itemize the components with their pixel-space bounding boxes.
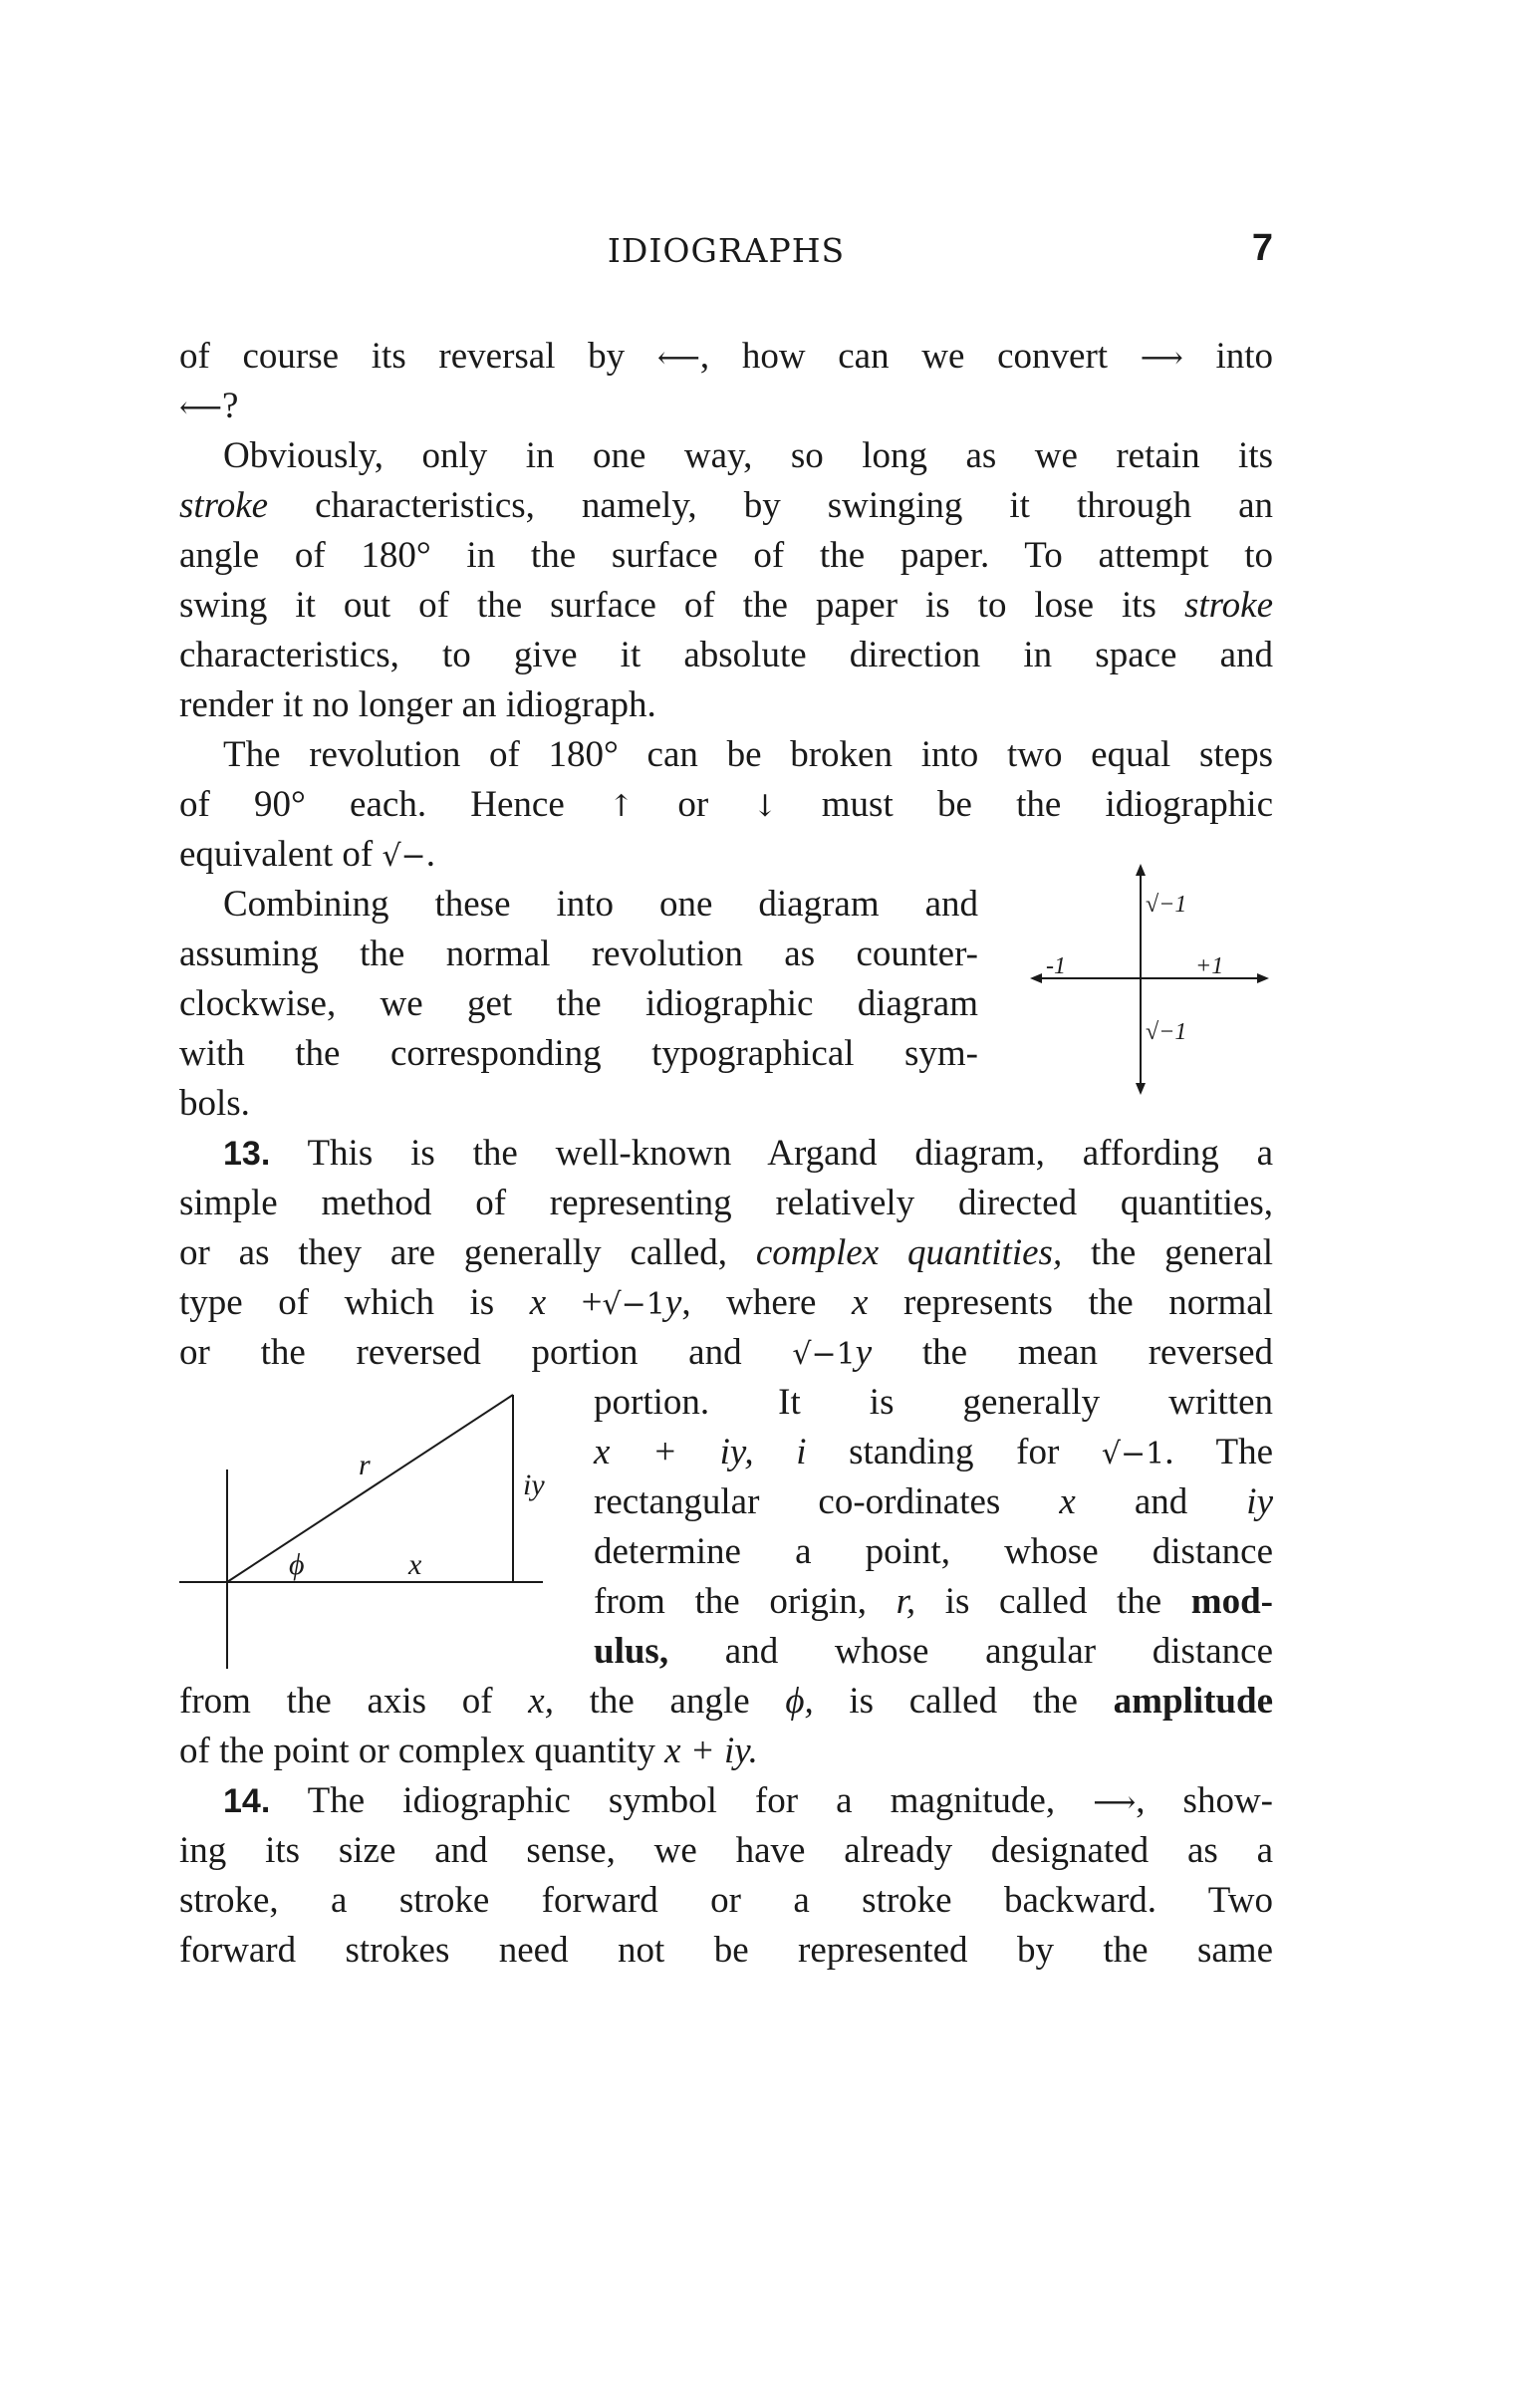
label-plus-one: +1 — [1195, 953, 1224, 979]
text-line: ⟵? — [179, 386, 239, 426]
label-r: r — [359, 1449, 371, 1481]
text-line: clockwise, we get the idiographic diagram — [179, 983, 978, 1024]
text-line: of 90° each. Hence ↑ or ↓ must be the idiographic — [179, 784, 1274, 825]
text-line: ing its size and sense, we have already designated as a — [179, 1830, 1273, 1871]
right-arrow-symbol: ⟶ — [1093, 1785, 1137, 1820]
text-line: Combining these into one diagram and — [223, 884, 978, 925]
label-x: x — [408, 1548, 422, 1581]
text-line: 14. The idiographic symbol for a magnitude, ⟶, show- — [223, 1780, 1273, 1821]
left-arrowhead — [1030, 973, 1042, 983]
text-line: characteristics, to give it absolute direction in space and — [179, 635, 1273, 675]
label-minus-root: √−1 — [1146, 1019, 1187, 1045]
text-line: render it no longer an idiograph. — [179, 684, 656, 725]
page-number: 7 — [1251, 227, 1273, 269]
argand-diagram — [996, 862, 1275, 1101]
text-line: stroke characteristics, namely, by swinging it through an — [179, 485, 1273, 526]
text-line: determine a point, whose distance — [594, 1531, 1273, 1572]
running-title: IDIOGRAPHS — [607, 231, 846, 270]
label-plus-root: √−1 — [1146, 892, 1187, 918]
text-line: stroke, a stroke forward or a stroke backward. Two — [179, 1880, 1273, 1921]
text-line: of course its reversal by ⟵, how can we convert ⟶ into — [179, 336, 1273, 377]
right-arrow-symbol: ⟶ — [1140, 341, 1183, 376]
text-line: from the origin, r, is called the mod- — [594, 1581, 1273, 1622]
label-minus-one: -1 — [1046, 953, 1066, 979]
text-line: swing it out of the surface of the paper is to lose its stroke — [179, 585, 1273, 626]
left-arrow-symbol: ⟵ — [656, 341, 700, 376]
text-line: equivalent of √−. — [179, 834, 435, 875]
section-number: 14. — [223, 1782, 271, 1820]
text-line: The revolution of 180° can be broken into two equal steps — [223, 734, 1273, 775]
label-iy: iy — [523, 1468, 545, 1501]
label-phi: ϕ — [289, 1548, 305, 1581]
text-line: x + iy, i standing for √−1. The — [594, 1432, 1274, 1472]
text-line: rectangular co-ordinates x and iy — [594, 1481, 1273, 1522]
text-line: forward strokes need not be represented by the same — [179, 1930, 1273, 1971]
text-line: ulus, and whose angular distance — [594, 1631, 1273, 1672]
r-hypotenuse — [227, 1395, 513, 1582]
text-line: 13. This is the well-known Argand diagram, affording a — [223, 1133, 1273, 1174]
section-number: 13. — [223, 1135, 271, 1173]
text-line: with the corresponding typographical sym- — [179, 1033, 978, 1074]
text-line: or the reversed portion and √−1y the mean reversed — [179, 1332, 1274, 1373]
text-line: from the axis of x, the angle ϕ, is called the amplitude — [179, 1681, 1273, 1722]
text-line: bols. — [179, 1083, 250, 1124]
running-header — [179, 227, 1273, 281]
text-line: angle of 180° in the surface of the paper. To attempt to — [179, 535, 1273, 576]
text-line: assuming the normal revolution as counter- — [179, 934, 978, 974]
text-line: of the point or complex quantity x + iy. — [179, 1731, 758, 1771]
text-line: Obviously, only in one way, so long as we retain its — [223, 435, 1273, 476]
text-line: simple method of representing relatively directed quantities, — [179, 1183, 1273, 1223]
up-arrowhead — [1136, 864, 1146, 876]
left-arrow-symbol: ⟵ — [179, 391, 223, 425]
down-arrowhead — [1136, 1083, 1146, 1095]
text-line: portion. It is generally written — [594, 1382, 1273, 1423]
triangle-diagram — [179, 1375, 558, 1674]
text-line: type of which is x +√−1y, where x represents the normal — [179, 1282, 1274, 1323]
square-root-symbol: √− — [382, 839, 426, 874]
right-arrowhead — [1257, 973, 1269, 983]
down-arrow-symbol: ↓ — [752, 789, 778, 824]
text-line: or as they are generally called, complex quantities, the general — [179, 1232, 1273, 1273]
up-arrow-symbol: ↑ — [609, 789, 635, 824]
